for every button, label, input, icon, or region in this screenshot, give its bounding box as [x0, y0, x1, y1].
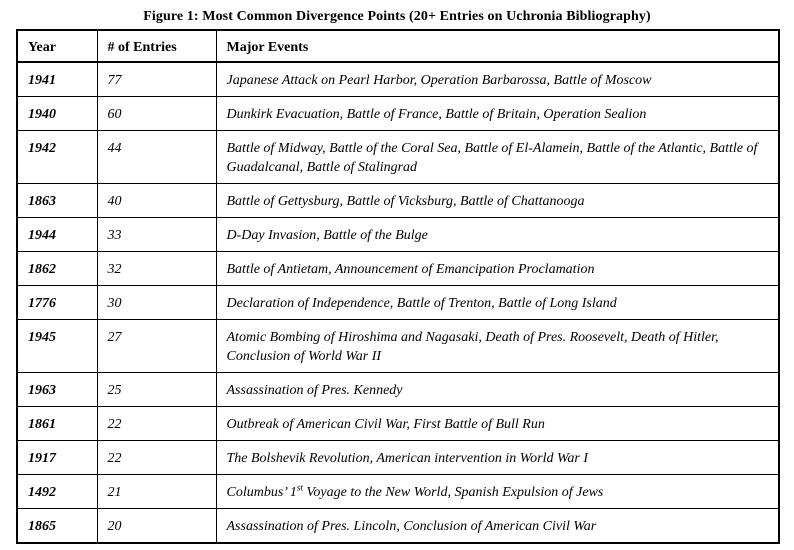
- events-cell: Assassination of Pres. Lincoln, Conclusion of American Civil War: [216, 509, 779, 544]
- year-cell: 1941: [17, 62, 97, 97]
- table-row: [17, 475, 779, 509]
- events-cell: D-Day Invasion, Battle of the Bulge: [216, 218, 779, 252]
- events-text-after: Voyage to the New World, Spanish Expulsion of Jews: [302, 485, 604, 500]
- divergence-table: [16, 29, 780, 544]
- events-cell: Declaration of Independence, Battle of Trenton, Battle of Long Island: [216, 286, 779, 320]
- figure-caption: Figure 1: Most Common Divergence Points (20+ Entries on Uchronia Bibliography): [143, 9, 651, 24]
- column-header-year: Year: [17, 30, 97, 62]
- table-header-row: [17, 30, 779, 62]
- table-row: [17, 184, 779, 218]
- table-row: [17, 97, 779, 131]
- year-cell: 1492: [17, 475, 97, 509]
- events-cell: Battle of Midway, Battle of the Coral Sea, Battle of El-Alamein, Battle of the Atlantic, Battle of Guadalcanal, Battle of Stalingrad: [216, 131, 779, 184]
- year-cell: 1944: [17, 218, 97, 252]
- entries-cell: 60: [97, 97, 216, 131]
- events-cell: The Bolshevik Revolution, American intervention in World War I: [216, 441, 779, 475]
- year-cell: 1942: [17, 131, 97, 184]
- table-row: [17, 509, 779, 544]
- events-cell: Japanese Attack on Pearl Harbor, Operation Barbarossa, Battle of Moscow: [216, 62, 779, 97]
- table-row: [17, 62, 779, 97]
- year-cell: 1776: [17, 286, 97, 320]
- year-cell: 1963: [17, 373, 97, 407]
- events-text-before: Columbus’ 1: [226, 485, 297, 500]
- entries-cell: 30: [97, 286, 216, 320]
- entries-cell: 21: [97, 475, 216, 509]
- table-row: [17, 286, 779, 320]
- table-row: [17, 441, 779, 475]
- table-row: [17, 252, 779, 286]
- entries-cell: 20: [97, 509, 216, 544]
- entries-cell: 27: [97, 320, 216, 373]
- entries-cell: 22: [97, 407, 216, 441]
- entries-cell: 32: [97, 252, 216, 286]
- table-row: [17, 131, 779, 184]
- events-cell: Battle of Gettysburg, Battle of Vicksburg, Battle of Chattanooga: [216, 184, 779, 218]
- table-row: [17, 218, 779, 252]
- column-header-events: Major Events: [216, 30, 779, 62]
- year-cell: 1865: [17, 509, 97, 544]
- events-cell: Battle of Antietam, Announcement of Emancipation Proclamation: [216, 252, 779, 286]
- year-cell: 1863: [17, 184, 97, 218]
- entries-cell: 77: [97, 62, 216, 97]
- events-cell: Outbreak of American Civil War, First Battle of Bull Run: [216, 407, 779, 441]
- entries-cell: 22: [97, 441, 216, 475]
- entries-cell: 25: [97, 373, 216, 407]
- events-cell: Atomic Bombing of Hiroshima and Nagasaki, Death of Pres. Roosevelt, Death of Hitler, Conclusion of World War II: [216, 320, 779, 373]
- year-cell: 1862: [17, 252, 97, 286]
- table-row: [17, 407, 779, 441]
- column-header-entries: # of Entries: [97, 30, 216, 62]
- year-cell: 1940: [17, 97, 97, 131]
- entries-cell: 44: [97, 131, 216, 184]
- entries-cell: 40: [97, 184, 216, 218]
- events-cell: [216, 475, 779, 509]
- year-cell: 1917: [17, 441, 97, 475]
- table-row: [17, 373, 779, 407]
- events-cell: Assassination of Pres. Kennedy: [216, 373, 779, 407]
- year-cell: 1945: [17, 320, 97, 373]
- entries-cell: 33: [97, 218, 216, 252]
- events-cell: Dunkirk Evacuation, Battle of France, Battle of Britain, Operation Sealion: [216, 97, 779, 131]
- table-row: [17, 320, 779, 373]
- year-cell: 1861: [17, 407, 97, 441]
- ordinal-suffix: st: [296, 482, 303, 493]
